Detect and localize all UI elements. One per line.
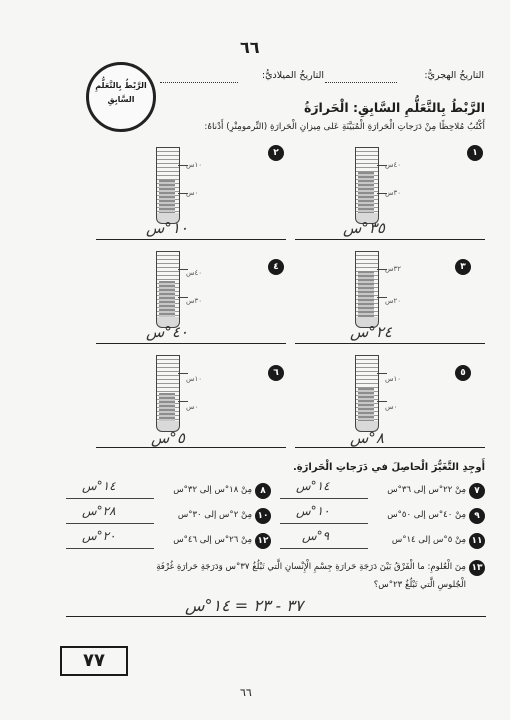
item-number-badge: ٥ <box>455 365 471 381</box>
thermometer-tick <box>178 401 188 402</box>
answer-line <box>66 498 154 499</box>
exercise-number-badge: ١٢ <box>255 533 271 549</box>
thermometer-fill <box>358 172 374 213</box>
hijri-date-field[interactable] <box>325 82 397 83</box>
answer-line <box>295 343 485 344</box>
answer-line <box>280 548 368 549</box>
word-problem-line-2: الْجُلوسِ الَّتي تَبْلُغُ ٢٣°س؟ <box>373 580 466 590</box>
item-number-badge: ٣ <box>455 259 471 275</box>
item-number-badge: ٢ <box>268 145 284 161</box>
thermometer-tick <box>178 373 188 374</box>
exercise-number-badge: ٩ <box>469 508 485 524</box>
thermometer-tick <box>377 401 387 402</box>
answer-line <box>295 447 485 448</box>
thermometer-fill <box>159 393 175 421</box>
answer-line <box>66 523 154 524</box>
thermometer-label-bottom: ٠س <box>186 403 199 411</box>
thermometer-label-top: ٤٠س <box>186 269 203 277</box>
thermometer-fill <box>159 180 175 213</box>
gregorian-date-field[interactable] <box>160 82 238 83</box>
handwritten-answer: ٣٥°س <box>343 219 385 237</box>
thermometer-label-bottom: ٠س <box>186 189 199 197</box>
page-number-bottom: ٦٦ <box>240 686 252 699</box>
thermometer-label-top: ١٠س <box>385 375 402 383</box>
thermometer-fill <box>159 281 175 317</box>
hijri-date-label: التاريخُ الهجريُّ: <box>424 70 484 81</box>
thermometer-item <box>295 351 485 451</box>
thermometer-label-top: ١٠س <box>186 161 203 169</box>
section2-title: أَوجِدِ التَّغَيُّرَ الْحاصِلَ في دَرَجاتِ الْحَرارَةِ. <box>292 462 485 473</box>
handwritten-answer: ١٠°س <box>146 219 188 237</box>
thermometer-item <box>96 143 286 243</box>
exercise-number-badge: ٧ <box>469 483 485 499</box>
exercise-number-badge: ٨ <box>255 483 271 499</box>
thermometer-fill <box>358 388 374 421</box>
thermometer-tick <box>377 373 387 374</box>
exercise-text: مِنْ ١٨°س إلى ٣٢°س <box>173 485 252 495</box>
handwritten-answer: ٥°س <box>151 429 185 447</box>
exercise-item <box>66 529 271 552</box>
thermometer-label-bottom: ٣٠س <box>385 189 402 197</box>
page-code-box: ٧٧ <box>60 646 128 676</box>
exercise-item <box>66 504 271 527</box>
handwritten-answer: ٣٧ - ٢٣ = ١٤°س <box>185 596 304 615</box>
handwritten-answer: ٤٠°س <box>146 323 188 341</box>
exercise-text: مِنْ ٤٠°س إلى ٥٠°س <box>387 510 466 520</box>
exercise-text: مِنْ ٢٦°س إلى ٤٦°س <box>173 535 252 545</box>
exercise-item <box>66 479 271 502</box>
exercise-item <box>280 504 485 527</box>
answer-line <box>280 523 368 524</box>
exercise-item <box>280 479 485 502</box>
instruction-text: أَكْتُبُ مُلاحِظًا مِنْ دَرَجاتِ الْحَرارَةِ الْمُبَيَّنَةِ عَلى مِيزانِ الْحَرارَةِ (التِّرمومِتْرِ) أَدْناهُ: <box>204 122 485 132</box>
exercise-number-badge: ١٠ <box>255 508 271 524</box>
answer-line <box>66 548 154 549</box>
item-number-badge: ٦ <box>268 365 284 381</box>
item-number-badge: ٤ <box>268 259 284 275</box>
answer-line <box>96 447 286 448</box>
thermometer-fill <box>358 271 374 317</box>
answer-line <box>295 239 485 240</box>
stamp-line-2: السَّابِقِ <box>107 95 135 104</box>
handwritten-answer: ٢٤°س <box>350 323 392 341</box>
thermometer-label-bottom: ٠س <box>385 403 398 411</box>
handwritten-answer: ١٤°س <box>82 479 116 493</box>
handwritten-answer: ١٤°س <box>296 479 330 493</box>
exercise-text: مِنْ ٥°س إلى ١٤°س <box>391 535 466 545</box>
exercise-number-badge: ١٣ <box>469 560 485 576</box>
exercise-number-badge: ١١ <box>469 533 485 549</box>
thermometer-label-top: ٤٠س <box>385 161 402 169</box>
thermometer-item <box>96 351 286 451</box>
item-number-badge: ١ <box>467 145 483 161</box>
handwritten-answer: ٨°س <box>350 429 384 447</box>
section-title: الرَّبْطُ بِالتَّعَلُّمِ السَّابِقِ: الْحَرارَةُ <box>303 100 485 115</box>
thermometer-label-top: ١٠س <box>186 375 203 383</box>
answer-line <box>96 343 286 344</box>
answer-line <box>66 616 486 617</box>
exercise-text: مِنْ ٢٢°س إلى ٣٦°س <box>387 485 466 495</box>
page-number-top: ٦٦ <box>240 38 260 57</box>
thermometer-item <box>295 247 485 347</box>
thermometer-label-bottom: ٣٠س <box>186 297 203 305</box>
thermometer-item <box>295 143 485 243</box>
answer-line <box>96 239 286 240</box>
handwritten-answer: ٢٨°س <box>82 504 116 518</box>
gregorian-date-label: التاريخُ الميلاديُّ: <box>261 70 324 81</box>
stamp-line-1: الرَّبْطُ بِالتَّعَلُّمِ <box>95 81 147 90</box>
thermometer-label-top: ٣٢س <box>385 265 402 273</box>
handwritten-answer: ٩°س <box>302 529 330 543</box>
handwritten-answer: ٢٠°س <box>82 529 116 543</box>
thermometer-item <box>96 247 286 347</box>
exercise-text: مِنْ ٢°س إلى ٣٠°س <box>177 510 252 520</box>
answer-line <box>280 498 368 499</box>
exercise-item <box>280 529 485 552</box>
handwritten-answer: ١٠°س <box>296 504 330 518</box>
word-problem-line-1: مِنَ الْعُلومِ: ما الْفَرْقُ بَيْنَ دَرَجَةِ حَرارَةِ جِسْمِ الْإِنْسانِ الَّتي تَبْلُغُ ٣٧°س وَدَرَجَةِ حَرارَةِ غُرْفَةِ <box>156 562 466 572</box>
thermometer-label-bottom: ٢٠س <box>385 297 402 305</box>
